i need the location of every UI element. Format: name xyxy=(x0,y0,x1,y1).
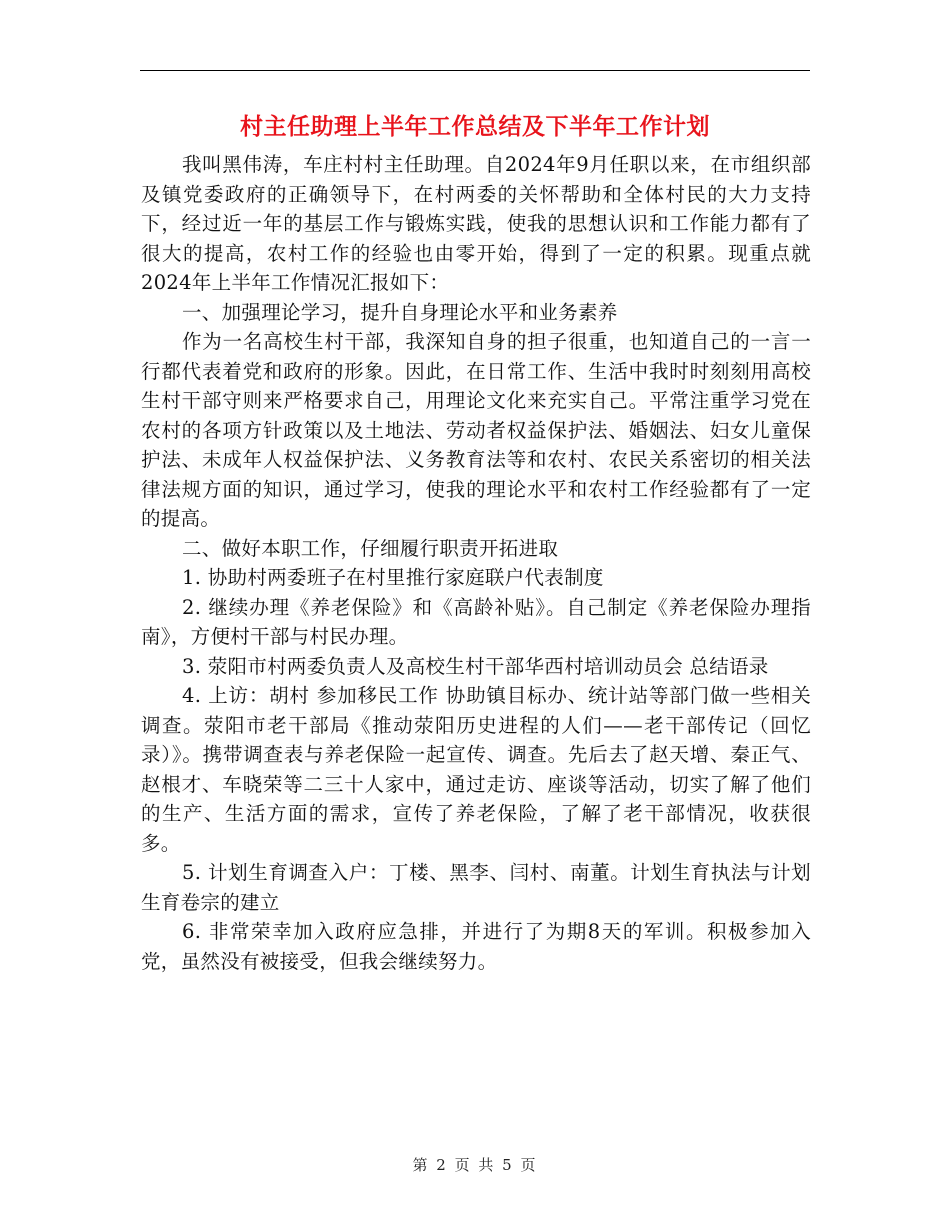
list-item-6: 6. 非常荣幸加入政府应急排，并进行了为期8天的军训。积极参加入党，虽然没有被接受，但我会继续努力。 xyxy=(141,920,811,973)
section-heading-2: 二、做好本职工作，仔细履行职责开拓进取 xyxy=(182,536,559,560)
paragraph-section-1: 作为一名高校生村干部，我深知自身的担子很重，也知道自己的一言一行都代表着党和政府的形象。因此，在日常工作、生活中我时时刻刻用高校生村干部守则来严格要求自己，用理论文化来充实自己。平常注重学习党在农村的各项方针政策以及土地法、劳动者权益保护法、婚姻法、妇女儿童保护法、未成年人权益保护法、义务教育法等和农村、农民关系密切的相关法律法规方面的知识，通过学习，使我的理论水平和农村工作经验都有了一定的提高。 xyxy=(141,330,811,530)
section-heading-1: 一、加强理论学习，提升自身理论水平和业务素养 xyxy=(182,300,618,324)
paragraph-intro: 我叫黑伟涛，车庄村村主任助理。自2024年9月任职以来，在市组织部及镇党委政府的正确领导下，在村两委的关怀帮助和全体村民的大力支持下，经过近一年的基层工作与锻炼实践，使我的思想认识和工作能力都有了很大的提高，农村工作的经验也由零开始，得到了一定的积累。现重点就2024年上半年工作情况汇报如下： xyxy=(141,153,811,294)
list-item-1: 1. 协助村两委班子在村里推行家庭联户代表制度 xyxy=(182,566,604,589)
header-rule xyxy=(140,70,810,71)
list-item-3: 3. 荥阳市村两委负责人及高校生村干部华西村培训动员会 总结语录 xyxy=(182,654,769,678)
list-item-2: 2. 继续办理《养老保险》和《高龄补贴》。自己制定《养老保险办理指南》，方便村干部与村民办理。 xyxy=(141,595,811,648)
list-item-4: 4. 上访：胡村 参加移民工作 协助镇目标办、统计站等部门做一些相关调查。荥阳市老干部局《推动荥阳历史进程的人们——老干部传记（回忆录）》。携带调查表与养老保险一起宣传、调查。先后去了赵天增、秦正气、赵根才、车晓荣等二三十人家中，通过走访、座谈等活动，切实了解了他们的生产、生活方面的需求，宣传了养老保险，了解了老干部情况，收获很多。 xyxy=(141,684,811,855)
page-number-footer: 第 2 页 共 5 页 xyxy=(412,1156,538,1174)
document-title: 村主任助理上半年工作总结及下半年工作计划 xyxy=(240,113,710,140)
document-body xyxy=(141,150,811,976)
list-item-5: 5. 计划生育调查入户：丁楼、黑李、闫村、南董。计划生育执法与计划生育卷宗的建立 xyxy=(141,861,811,914)
